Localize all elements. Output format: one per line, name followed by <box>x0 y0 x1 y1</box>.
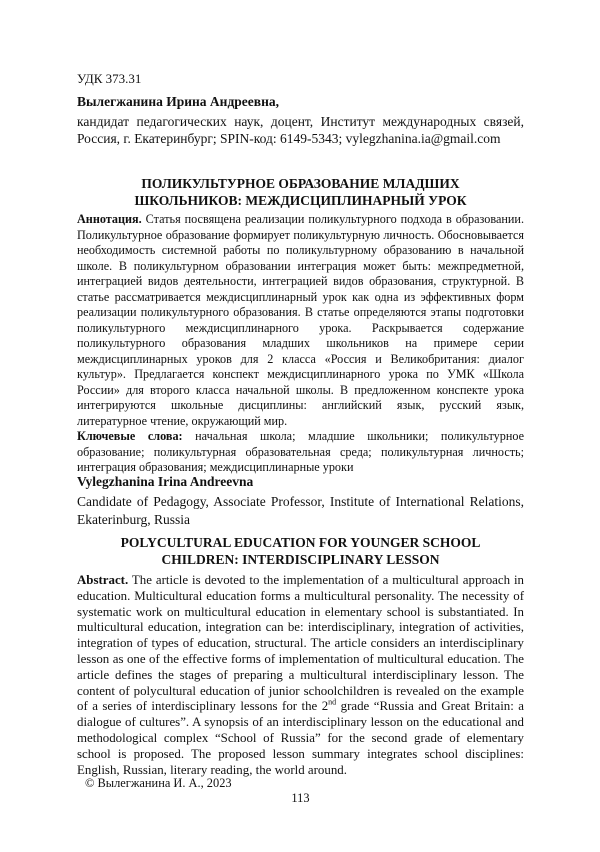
abstract-en-superscript: nd <box>328 698 337 708</box>
keywords-ru-text: начальная школа; младшие школьники; поликультурное образование; поликультурная образовательная среда; поликультурная личность; интеграция образования; междисциплинарные уроки <box>77 429 524 474</box>
abstract-en-text-1: The article is devoted to the implementation of a multicultural approach in education. Multicultural education forms a multicultural personality. The necessity of systematic work on multicultural education in elementary school is substantiated. In multicultural education, integration can be: interdisciplinary, integration of activities, integration of types of education, structural. The article considers an interdisciplinary lesson as one of the effective forms of implementation of multicultural education. The article defines the stages of preparing a multicultural interdisciplinary lesson. The content of polycultural education of junior schoolchildren is revealed on the example of a series of interdisciplinary lessons for the 2 <box>77 573 524 714</box>
udk-code: УДК 373.31 <box>77 71 142 86</box>
abstract-en-label: Abstract. <box>77 573 129 587</box>
page-number: 113 <box>291 791 310 805</box>
keywords-ru-label: Ключевые слова: <box>77 429 183 443</box>
abstract-ru-text: Статья посвящена реализации поликультурного подхода в образовании. Поликультурное образование формирует поликультурную личность. Обосновывается необходимость системной работы по поликультурному образованию в начальной школе. В поликультурном образовании интеграция может быть: межпредметной, интеграцией видов деятельности, интеграцией видов образования, структурной. В статье рассматривается междисциплинарный урок как одна из эффективных форм реализации поликультурного образования. В статье определяются этапы подготовки поликультурного междисциплинарного урока. Раскрывается содержание поликультурного образования младших школьников на примере серии междисциплинарных уроков для 2 класса «Россия и Великобритания: диалог культур». Предлагается конспект междисциплинарного урока по УМК «Школа России» для второго класса начальной школы. В предложенном конспекте урока интегрируются школьные дисциплины: английский язык, русский язык, литературное чтение, окружающий мир. <box>77 212 524 428</box>
abstract-ru-paragraph <box>77 212 524 429</box>
abstract-en <box>77 573 524 778</box>
author-affiliation-en: Candidate of Pedagogy, Associate Professor, Institute of International Relations, Ekaterinburg, Russia <box>77 494 524 527</box>
title-ru-line-2: ШКОЛЬНИКОВ: МЕЖДИСЦИПЛИНАРНЫЙ УРОК <box>134 193 467 208</box>
title-en-line-2: CHILDREN: INTERDISCIPLINARY LESSON <box>161 552 440 567</box>
title-en-line-1: POLYCULTURAL EDUCATION FOR YOUNGER SCHOOL <box>120 535 481 550</box>
article-title-ru <box>77 175 524 209</box>
copyright-notice: © Вылегжанина И. А., 2023 <box>85 776 232 790</box>
author-name-ru: Вылегжанина Ирина Андреевна, <box>77 94 279 109</box>
abstract-ru-label: Аннотация. <box>77 212 142 226</box>
abstract-ru <box>77 212 524 476</box>
article-title-en <box>77 534 524 568</box>
abstract-en-text-2: grade “Russia and Great Britain: a dialogue of cultures”. A synopsis of an interdisciplinary lesson on the educational and methodological complex “School of Russia” for the second grade of elementary school is proposed. The proposed lesson summary integrates school disciplines: English, Russian, literary reading, the world around. <box>77 699 524 777</box>
title-ru-line-1: ПОЛИКУЛЬТУРНОЕ ОБРАЗОВАНИЕ МЛАДШИХ <box>141 176 460 191</box>
author-affiliation-ru: кандидат педагогических наук, доцент, Институт международных связей, Россия, г. Екатеринбург; SPIN-код: 6149-5343; vylegzhanina.ia@gmail.com <box>77 114 524 147</box>
keywords-ru-paragraph <box>77 429 524 476</box>
author-name-en: Vylegzhanina Irina Andreevna <box>77 474 254 489</box>
